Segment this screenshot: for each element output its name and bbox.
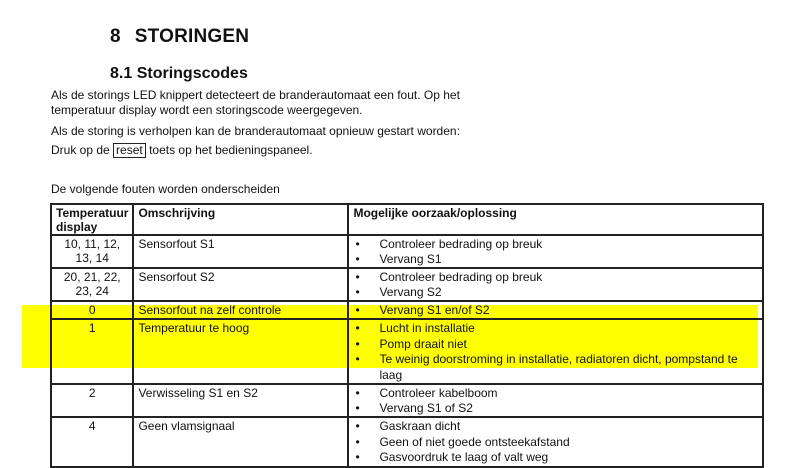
code-cell: 0 [51,301,133,319]
description-cell: Geen vlamsignaal [133,417,348,467]
causes-cell [348,417,763,467]
error-codes-table [50,203,764,468]
table-row [51,384,763,417]
press-prefix: Druk op de [51,143,110,157]
restart-paragraph: Als de storing is verholpen kan de branderautomaat opnieuw gestart worden: [51,124,460,138]
table-row [51,319,763,384]
table-header-row [51,204,763,235]
cause-item: • Controleer bedrading op breuk [353,270,758,285]
table-row [51,235,763,268]
code-cell: 1 [51,319,133,384]
cause-item: • Te weinig doorstroming in installatie, radiatoren dicht, pompstand te laag [353,352,758,383]
table-intro: De volgende fouten worden onderscheiden [51,182,280,196]
description-cell: Temperatuur te hoog [133,319,348,384]
description-cell: Sensorfout na zelf controle [133,301,348,319]
press-suffix: toets op het bedieningspaneel. [149,143,313,157]
header-causes: Mogelijke oorzaak/oplossing [348,204,763,235]
cause-item: • Pomp draait niet [353,337,758,353]
chapter-title: STORINGEN [134,26,250,47]
cause-item: • Vervang S1 [353,252,758,267]
causes-cell [348,235,763,268]
section-title: Storingscodes [136,65,248,82]
description-cell: Sensorfout S1 [133,235,348,268]
description-cell: Sensorfout S2 [133,268,348,301]
section-heading [110,65,248,83]
table-row [51,301,763,319]
intro-paragraph: Als de storings LED knippert detecteert de branderautomaat een fout. Op het temperatuur display wordt een storingscode weergegeven. [51,88,460,117]
section-number: 8.1 [110,65,133,82]
chapter-heading [110,26,249,48]
code-cell: 20, 21, 22, 23, 24 [51,268,133,301]
cause-item: • Geen of niet goede ontsteekafstand [353,435,758,451]
cause-item: • Vervang S1 en/of S2 [353,303,758,318]
code-cell: 2 [51,384,133,417]
table-row [51,268,763,301]
cause-item: • Lucht in installatie [353,321,758,337]
cause-item: • Gasvoordruk te laag of valt weg [353,450,758,466]
cause-item: • Vervang S1 of S2 [353,401,758,416]
table-row [51,417,763,467]
causes-cell [348,319,763,384]
cause-item: • Controleer kabelboom [353,386,758,401]
description-cell: Verwisseling S1 en S2 [133,384,348,417]
reset-instruction [51,143,313,158]
header-temperature-display: Temperatuur display [51,204,133,235]
code-cell: 10, 11, 12, 13, 14 [51,235,133,268]
chapter-number: 8 [110,26,121,47]
cause-item: • Controleer bedrading op breuk [353,237,758,252]
cause-item: • Gaskraan dicht [353,419,758,435]
cause-item: • Vervang S2 [353,285,758,300]
causes-cell [348,384,763,417]
causes-cell [348,301,763,319]
reset-key-label: reset [113,143,146,158]
causes-cell [348,268,763,301]
code-cell: 4 [51,417,133,467]
header-description: Omschrijving [133,204,348,235]
